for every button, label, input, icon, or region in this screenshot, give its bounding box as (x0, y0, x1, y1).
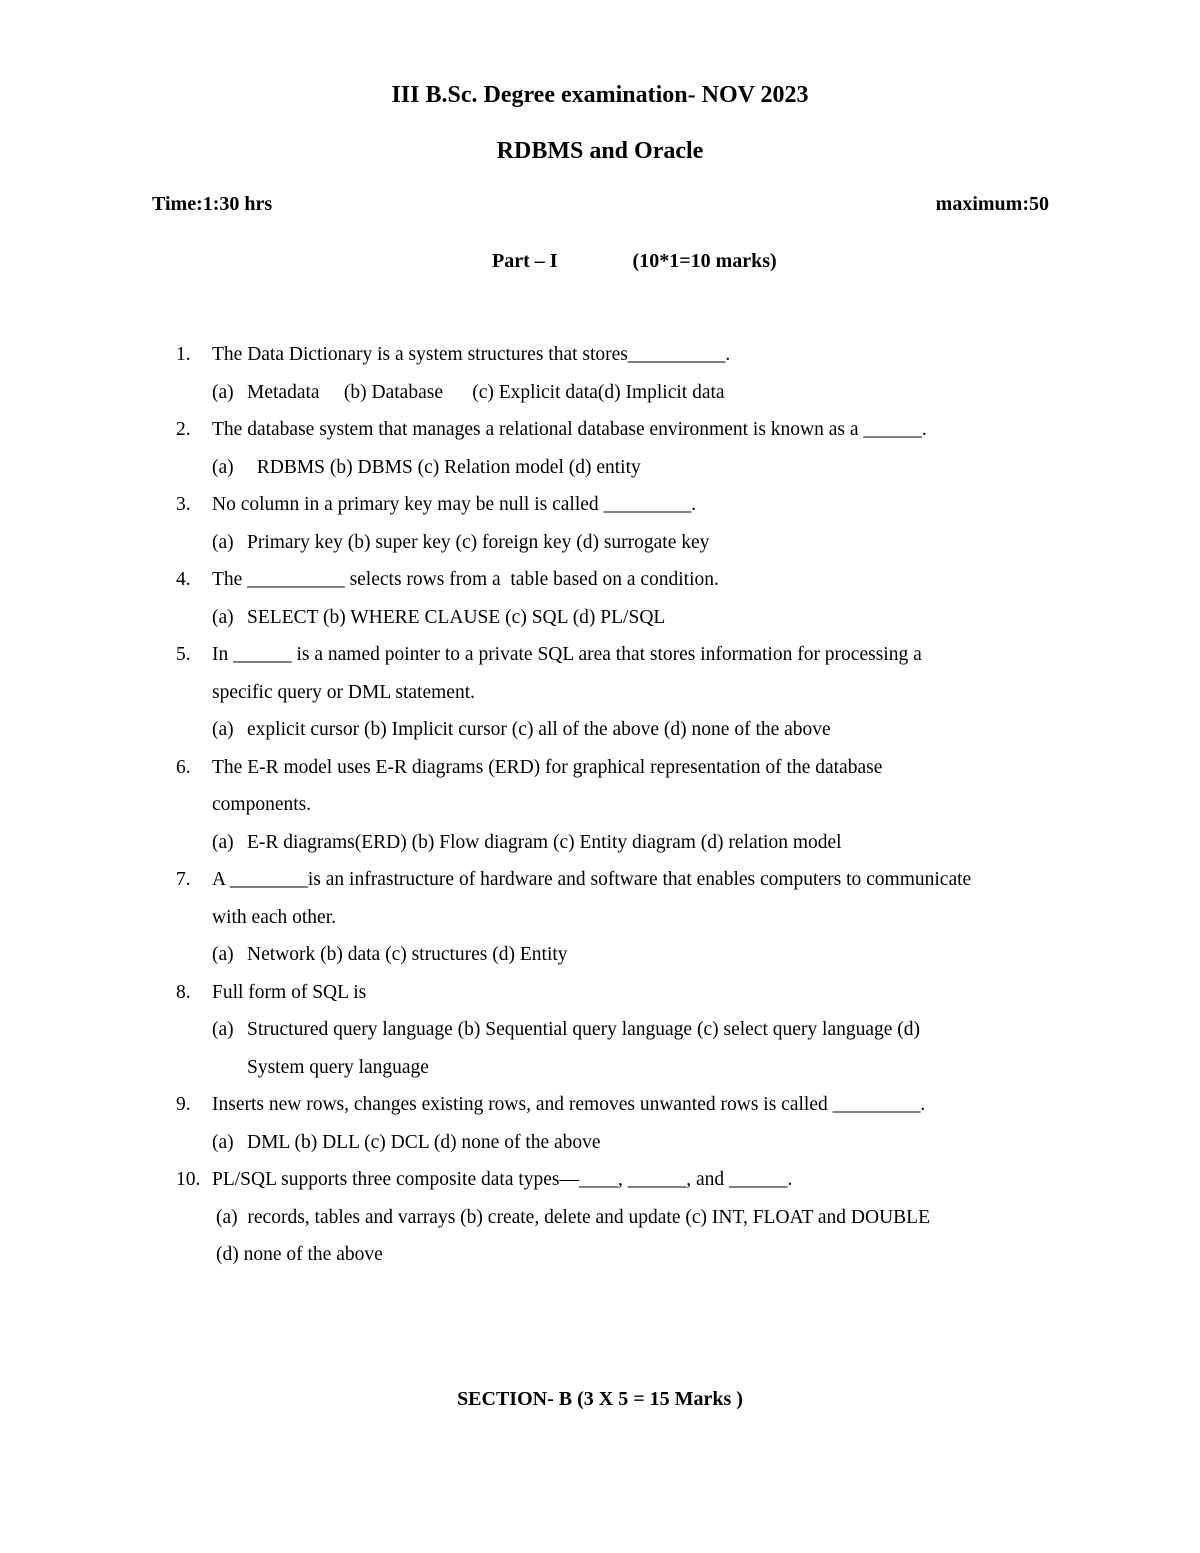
subject-title: RDBMS and Oracle (496, 138, 704, 164)
question-7: 7. A ________is an infrastructure of hardware and software that enables computers to communicate (176, 869, 972, 890)
part-label: Part – I (492, 250, 558, 272)
section-b-heading: SECTION- B (3 X 5 = 15 Marks ) (457, 1388, 743, 1410)
question-4: 4. The __________ selects rows from a table based on a condition. (176, 569, 719, 590)
question-8-options-continuation: System query language (247, 1056, 429, 1078)
question-6-continuation: components. (212, 794, 312, 815)
question-10: 10. PL/SQL supports three composite data types—____, ______, and ______. (176, 1169, 793, 1190)
part-heading (492, 250, 777, 273)
part-marks: (10*1=10 marks) (632, 250, 777, 272)
question-5-continuation: specific query or DML statement. (212, 681, 475, 703)
question-10-options-continuation: (d) none of the above (216, 1244, 383, 1265)
question-8-options: (a) Structured query language (b) Sequential query language (c) select query language (d) (212, 1019, 921, 1040)
maximum-marks-label: maximum:50 (935, 193, 1049, 215)
question-9: 9. Inserts new rows, changes existing rows, and removes unwanted rows is called _________. (176, 1094, 926, 1115)
question-3-options: (a) Primary key (b) super key (c) foreign key (d) surrogate key (212, 531, 710, 553)
question-7-options: (a) Network (b) data (c) structures (d) Entity (212, 944, 568, 965)
question-list (176, 340, 1056, 1278)
question-1: 1. The Data Dictionary is a system structures that stores__________. (176, 344, 731, 365)
question-5-options: (a) explicit cursor (b) Implicit cursor (c) all of the above (d) none of the above (212, 719, 831, 740)
question-1-options: (a) Metadata (b) Database (c) Explicit data(d) Implicit data (212, 381, 725, 403)
question-6-options: (a) E-R diagrams(ERD) (b) Flow diagram (c) Entity diagram (d) relation model (212, 831, 842, 853)
question-4-options: (a) SELECT (b) WHERE CLAUSE (c) SQL (d) PL/SQL (212, 606, 666, 628)
question-7-continuation: with each other. (212, 906, 336, 928)
question-5: 5. In ______ is a named pointer to a private SQL area that stores information for processing a (176, 644, 922, 665)
exam-title: III B.Sc. Degree examination- NOV 2023 (391, 82, 809, 108)
question-2-options: (a) RDBMS (b) DBMS (c) Relation model (d) entity (212, 456, 641, 478)
time-label: Time:1:30 hrs (152, 193, 273, 215)
question-3: 3. No column in a primary key may be null is called _________. (176, 494, 697, 515)
question-2: 2. The database system that manages a relational database environment is known as a ______. (176, 419, 927, 440)
question-6: 6. The E-R model uses E-R diagrams (ERD) for graphical representation of the database (176, 756, 883, 778)
question-10-options: (a) records, tables and varrays (b) create, delete and update (c) INT, FLOAT and DOUBLE (216, 1206, 930, 1228)
question-9-options: (a) DML (b) DLL (c) DCL (d) none of the above (212, 1131, 601, 1153)
question-8: 8. Full form of SQL is (176, 981, 367, 1003)
